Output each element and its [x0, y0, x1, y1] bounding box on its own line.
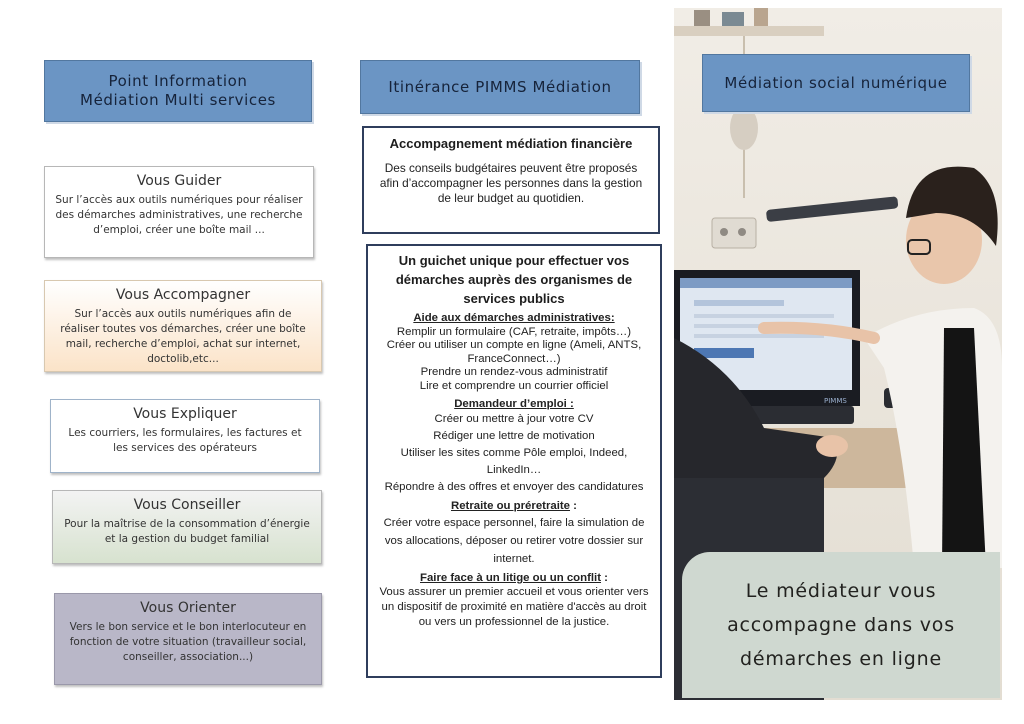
card-text: Sur l’accès aux outils numériques afin de réaliser toutes vos démarches, créer une boîte mail, recherche d’emploi, achat sur internet, doctolib,etc...	[60, 308, 306, 365]
box-title: Accompagnement médiation financière	[389, 136, 633, 151]
card-vous-conseiller	[52, 490, 322, 564]
banner-line-1: Point Information	[108, 72, 248, 90]
box-title: Un guichet unique pour effectuer vos démarches auprès des organismes de services publics	[395, 253, 633, 306]
card-vous-expliquer	[50, 399, 320, 473]
dispute-heading: Faire face à un litige ou un conflit	[420, 571, 602, 584]
card-vous-orienter	[54, 593, 322, 685]
card-title: Vous Accompagner	[115, 287, 251, 303]
retire-suffix: :	[570, 500, 577, 513]
caption-line-2: accompagne dans vos	[727, 614, 955, 636]
banner-title: Itinérance PIMMS Médiation	[388, 77, 612, 96]
job-line: Utiliser les sites comme Pôle emploi, Indeed, LinkedIn…	[400, 447, 628, 477]
box-text: Des conseils budgétaires peuvent être proposés afin d’accompagner les personnes dans la gestion de leur budget au quotidien.	[379, 161, 643, 205]
mediation-numerique-banner	[702, 54, 970, 112]
guichet-unique-box	[366, 244, 662, 678]
card-text: Les courriers, les formulaires, les factures et les services des opérateurs	[68, 427, 302, 454]
card-text: Pour la maîtrise de la consommation d’énergie et la gestion du budget familial	[64, 518, 310, 545]
caption-line-1: Le médiateur vous	[745, 580, 937, 602]
dispute-text: Vous assurer un premier accueil et vous orienter vers un dispositif de proximité en matière d'accès au droit ou vers un professionnel de la justice.	[379, 586, 649, 629]
retire-heading: Retraite ou préretraite	[451, 500, 571, 513]
card-text: Sur l’accès aux outils numériques pour réaliser des démarches administratives, une recherche d’emploi, créer une boîte mail ...	[55, 194, 303, 236]
job-line: Rédiger une lettre de motivation	[433, 430, 595, 443]
admin-line: Prendre un rendez-vous administratif	[420, 366, 608, 379]
photo-caption	[682, 552, 1000, 698]
banner-title: Médiation social numérique	[724, 73, 948, 92]
admin-line: Créer ou utiliser un compte en ligne (Ameli, ANTS, FranceConnect…)	[386, 339, 642, 365]
card-title: Vous Expliquer	[133, 406, 237, 422]
job-heading: Demandeur d’emploi :	[454, 397, 574, 410]
card-vous-accompagner	[44, 280, 322, 372]
screen-brand: PIMMS	[824, 397, 847, 405]
point-information-banner	[44, 60, 312, 122]
caption-line-3: démarches en ligne	[740, 648, 942, 670]
banner-line-2: Médiation Multi services	[80, 91, 276, 109]
retire-text: Créer votre espace personnel, faire la simulation de vos allocations, déposer ou retirer votre dossier sur internet.	[383, 516, 645, 565]
admin-line: Remplir un formulaire (CAF, retraite, impôts…)	[396, 325, 632, 338]
card-title: Vous Guider	[136, 173, 222, 189]
itinerance-banner	[360, 60, 640, 114]
card-text: Vers le bon service et le bon interlocuteur en fonction de votre situation (travailleur social, conseiller, association...)	[69, 621, 307, 663]
admin-heading: Aide aux démarches administratives:	[413, 312, 615, 324]
card-title: Vous Conseiller	[133, 497, 241, 513]
job-line: Créer ou mettre à jour votre CV	[434, 413, 594, 426]
card-title: Vous Orienter	[140, 600, 236, 616]
admin-line: Lire et comprendre un courrier officiel	[419, 379, 609, 392]
job-line: Répondre à des offres et envoyer des candidatures	[384, 481, 644, 494]
dispute-suffix: :	[601, 571, 608, 584]
financial-mediation-box	[362, 126, 660, 234]
card-vous-guider	[44, 166, 314, 258]
